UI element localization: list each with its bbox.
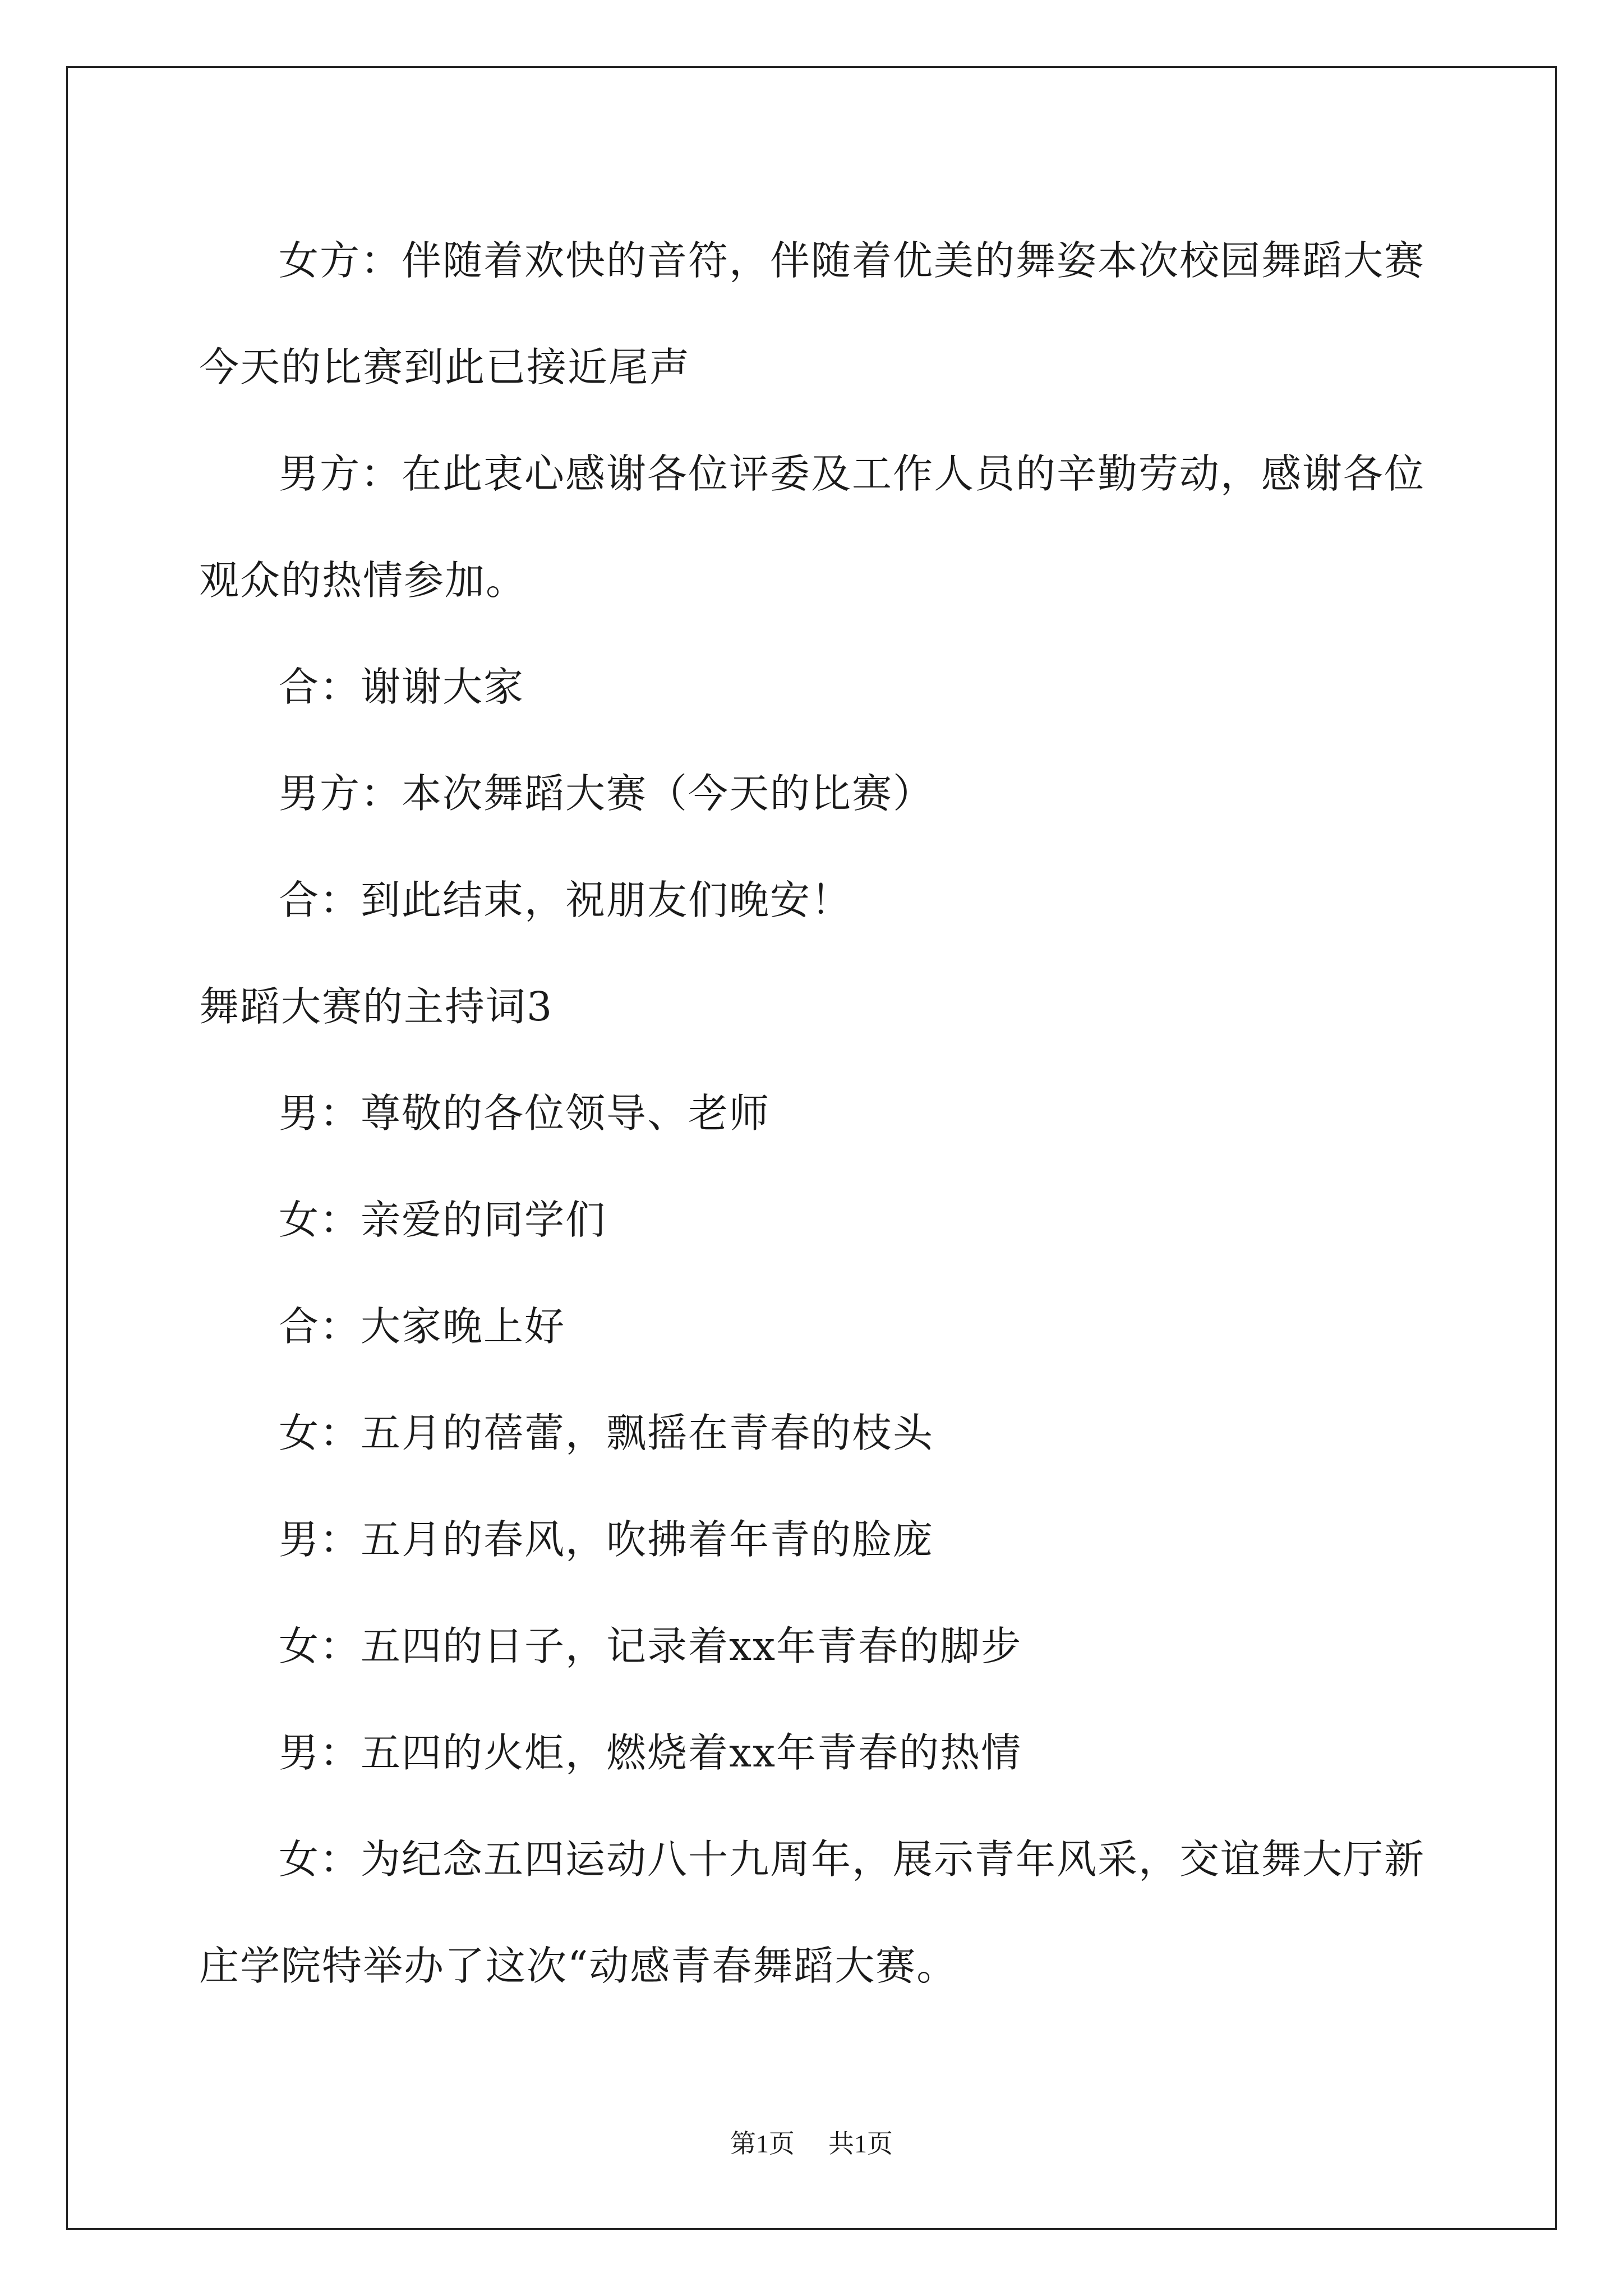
- paragraph: 女：亲爱的同学们: [279, 1197, 607, 1243]
- page-footer: [0, 2123, 1623, 2160]
- paragraph: 男：五月的春风，吹拂着年青的脸庞: [279, 1516, 934, 1563]
- paragraph: 男：五四的火炬，燃烧着xx年青春的热情: [279, 1729, 1022, 1776]
- page-number: 第1页: [730, 2129, 795, 2158]
- section-heading: 舞蹈大赛的主持词3: [199, 983, 554, 1030]
- paragraph: 合：谢谢大家: [279, 664, 525, 710]
- paragraph: 合：大家晚上好: [279, 1303, 566, 1350]
- paragraph: 女：五四的日子，记录着xx年青春的脚步: [279, 1623, 1022, 1669]
- paragraph: 男方：在此衷心感谢各位评委及工作人员的辛勤劳动，感谢各位观众的热情参加。: [199, 450, 1426, 604]
- paragraph: 女方：伴随着欢快的音符，伴随着优美的舞姿本次校园舞蹈大赛今天的比赛到此已接近尾声: [199, 237, 1426, 390]
- paragraph: 女：五月的蓓蕾，飘摇在青春的枝头: [279, 1410, 934, 1456]
- paragraph: 男：尊敬的各位领导、老师: [279, 1090, 771, 1137]
- paragraph: 合：到此结束，祝朋友们晚安！: [279, 877, 852, 923]
- page-total: 共1页: [828, 2129, 893, 2158]
- document-body: [199, 208, 1433, 2019]
- paragraph: 男方：本次舞蹈大赛（今天的比赛）: [279, 770, 934, 817]
- paragraph: 女：为纪念五四运动八十九周年，展示青年风采，交谊舞大厅新庄学院特举办了这次“动感青春舞蹈大赛。: [199, 1836, 1426, 1989]
